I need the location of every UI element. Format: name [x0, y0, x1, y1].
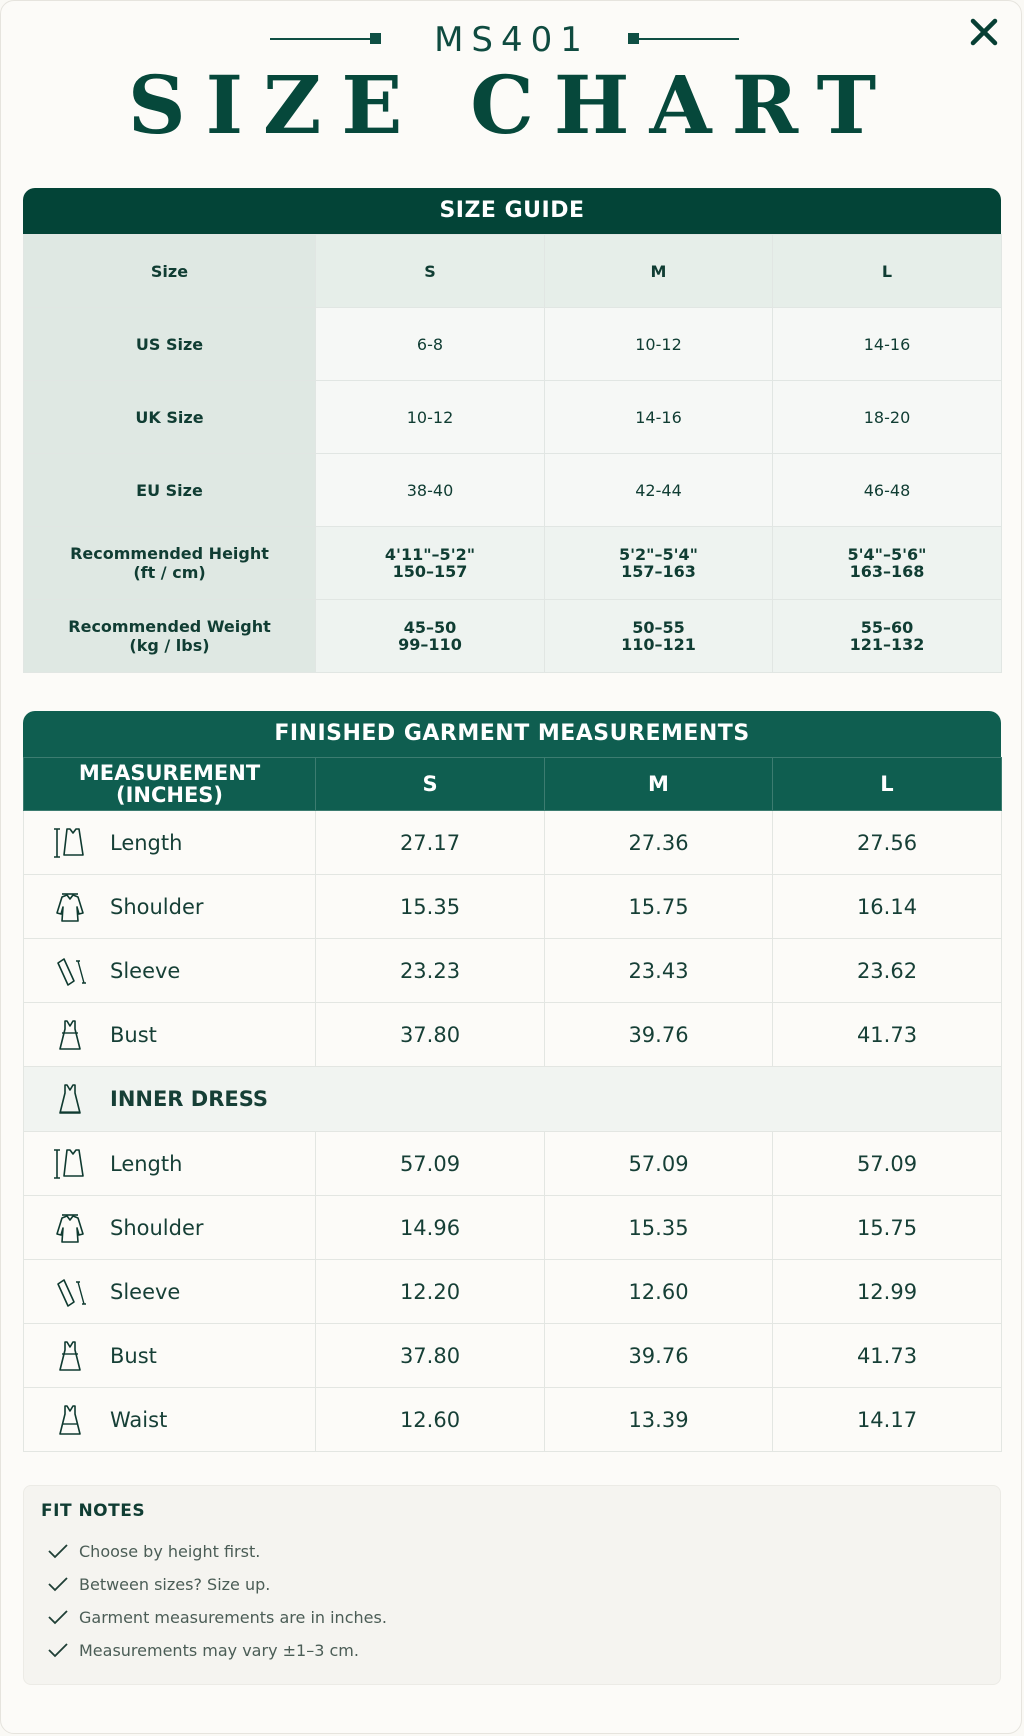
row-label-text: Waist: [110, 1407, 168, 1432]
sleeve-icon: [50, 1272, 90, 1312]
table-cell: 57.09: [316, 1132, 545, 1196]
table-row: [24, 811, 1002, 875]
fit-note-item: [47, 1570, 270, 1598]
row-label-text: Length: [110, 830, 183, 855]
bust-icon: [50, 1336, 90, 1376]
table-cell: 12.99: [773, 1260, 1002, 1324]
column-header: S: [316, 235, 545, 308]
section-row: [24, 1067, 1002, 1132]
table-cell: 10-12: [316, 381, 545, 454]
dress-icon: [50, 1079, 90, 1119]
table-row: [24, 454, 1002, 527]
table-cell: [316, 600, 545, 673]
table-cell: 27.17: [316, 811, 545, 875]
table-row: [24, 1324, 1002, 1388]
table-cell: 39.76: [545, 1003, 773, 1067]
row-label: EU Size: [24, 454, 316, 527]
table-cell: 57.09: [545, 1132, 773, 1196]
table-cell: [773, 600, 1002, 673]
table-cell: 12.20: [316, 1260, 545, 1324]
table-cell: 15.75: [773, 1196, 1002, 1260]
row-label: [24, 1003, 316, 1067]
value-lbs: 110–121: [621, 635, 696, 654]
table-cell: 10-12: [545, 308, 773, 381]
row-label: [24, 811, 316, 875]
row-label-text: Bust: [110, 1343, 157, 1368]
size-guide-panel: [23, 188, 1001, 673]
table-row: [24, 875, 1002, 939]
table-row: [24, 1132, 1002, 1196]
table-row: [24, 1260, 1002, 1324]
table-cell: 16.14: [773, 875, 1002, 939]
table-cell: 41.73: [773, 1003, 1002, 1067]
value-kg: 50–55: [632, 618, 685, 637]
fit-note-text: Garment measurements are in inches.: [79, 1607, 387, 1627]
column-header-unit: (INCHES): [115, 783, 224, 807]
check-icon: [47, 1575, 69, 1593]
table-row: [24, 527, 1002, 600]
check-icon: [47, 1641, 69, 1659]
table-cell: 41.73: [773, 1324, 1002, 1388]
value-cm: 150–157: [392, 562, 468, 581]
value-kg: 55–60: [860, 618, 914, 637]
column-header: Size: [24, 235, 316, 308]
fit-note-item: [47, 1603, 387, 1631]
shoulder-icon: [50, 1208, 90, 1248]
row-label-text: Bust: [110, 1022, 157, 1047]
product-code: MS401: [434, 20, 590, 60]
row-label: [24, 1388, 316, 1452]
header: [0, 0, 1024, 170]
value-lbs: 121–132: [849, 635, 925, 654]
size-guide-table: [23, 234, 1002, 673]
table-cell: 42-44: [545, 454, 773, 527]
measurements-title: FINISHED GARMENT MEASUREMENTS: [23, 711, 1001, 757]
table-cell: 57.09: [773, 1132, 1002, 1196]
length-icon: [50, 1144, 90, 1184]
table-cell: [545, 527, 773, 600]
table-cell: 15.35: [545, 1196, 773, 1260]
value-ft: 5'2"–5'4": [619, 545, 698, 564]
decor-line-right: [639, 38, 739, 40]
fit-note-text: Measurements may vary ±1–3 cm.: [79, 1640, 359, 1660]
row-label-line: Recommended Weight: [68, 617, 271, 636]
row-label: UK Size: [24, 381, 316, 454]
table-cell: 38-40: [316, 454, 545, 527]
row-label-text: Length: [110, 1151, 183, 1176]
value-kg: 45–50: [403, 618, 457, 637]
row-label: [24, 1324, 316, 1388]
check-icon: [47, 1608, 69, 1626]
table-cell: 14-16: [545, 381, 773, 454]
fit-notes-title: FIT NOTES: [41, 1501, 146, 1521]
measurements-table: [23, 757, 1002, 1452]
table-row: [24, 600, 1002, 673]
table-cell: 46-48: [773, 454, 1002, 527]
fit-note-item: [47, 1636, 359, 1664]
fit-note-text: Between sizes? Size up.: [79, 1574, 271, 1594]
table-cell: 23.23: [316, 939, 545, 1003]
row-label: [24, 600, 316, 673]
table-cell: [316, 527, 545, 600]
table-row: [24, 1388, 1002, 1452]
bust-icon: [50, 1015, 90, 1055]
table-cell: 23.43: [545, 939, 773, 1003]
table-cell: 37.80: [316, 1003, 545, 1067]
row-label-text: Shoulder: [110, 1215, 204, 1240]
table-cell: 14.17: [773, 1388, 1002, 1452]
fit-note-text: Choose by height first.: [79, 1541, 261, 1561]
value-ft: 4'11"–5'2": [384, 545, 476, 564]
table-cell: 27.56: [773, 811, 1002, 875]
table-cell: 23.62: [773, 939, 1002, 1003]
table-cell: 37.80: [316, 1324, 545, 1388]
value-cm: 157–163: [621, 562, 696, 581]
row-label: [24, 1132, 316, 1196]
column-header: L: [773, 235, 1002, 308]
row-label-line: Recommended Height: [70, 544, 269, 563]
section-cell: [24, 1067, 1002, 1132]
row-label: [24, 875, 316, 939]
table-cell: 39.76: [545, 1324, 773, 1388]
value-ft: 5'4"–5'6": [847, 545, 927, 564]
table-cell: [773, 527, 1002, 600]
waist-icon: [50, 1400, 90, 1440]
table-cell: 6-8: [316, 308, 545, 381]
size-guide-title: SIZE GUIDE: [23, 188, 1001, 234]
value-lbs: 99–110: [398, 635, 462, 654]
table-cell: 12.60: [545, 1260, 773, 1324]
row-label-unit: (ft / cm): [133, 563, 206, 582]
measurements-panel: [23, 711, 1001, 1452]
table-row: [24, 1003, 1002, 1067]
shoulder-icon: [50, 887, 90, 927]
fit-notes: [23, 1485, 1001, 1685]
length-icon: [50, 823, 90, 863]
page-title: SIZE CHART: [127, 58, 897, 152]
value-cm: 163–168: [849, 562, 925, 581]
row-label-text: Shoulder: [110, 894, 204, 919]
row-label: [24, 939, 316, 1003]
product-code-row: [0, 20, 1024, 60]
table-cell: 12.60: [316, 1388, 545, 1452]
inner-rows: [24, 1132, 1002, 1452]
column-header: S: [316, 758, 545, 811]
decor-square-right: [628, 33, 639, 44]
size-guide-header-row: [24, 235, 1002, 308]
column-header: M: [545, 235, 773, 308]
row-label-text: Sleeve: [110, 958, 181, 983]
table-cell: 14-16: [773, 308, 1002, 381]
table-cell: 27.36: [545, 811, 773, 875]
column-header: [24, 758, 316, 811]
table-cell: 15.35: [316, 875, 545, 939]
table-cell: [545, 600, 773, 673]
table-cell: 18-20: [773, 381, 1002, 454]
check-icon: [47, 1542, 69, 1560]
table-cell: 14.96: [316, 1196, 545, 1260]
measurements-header-row: [24, 758, 1002, 811]
outer-rows: [24, 811, 1002, 1067]
row-label: [24, 527, 316, 600]
table-row: [24, 381, 1002, 454]
sleeve-icon: [50, 951, 90, 991]
table-row: [24, 1196, 1002, 1260]
column-header: M: [545, 758, 773, 811]
row-label-text: Sleeve: [110, 1279, 181, 1304]
column-header: L: [773, 758, 1002, 811]
row-label-unit: (kg / lbs): [129, 636, 210, 655]
row-label: [24, 1260, 316, 1324]
section-title: INNER DRESS: [110, 1087, 269, 1111]
table-cell: 15.75: [545, 875, 773, 939]
table-row: [24, 939, 1002, 1003]
row-label: [24, 1196, 316, 1260]
table-row: [24, 308, 1002, 381]
fit-note-item: [47, 1537, 260, 1565]
table-cell: 13.39: [545, 1388, 773, 1452]
row-label: US Size: [24, 308, 316, 381]
column-header-line: MEASUREMENT: [78, 761, 261, 785]
